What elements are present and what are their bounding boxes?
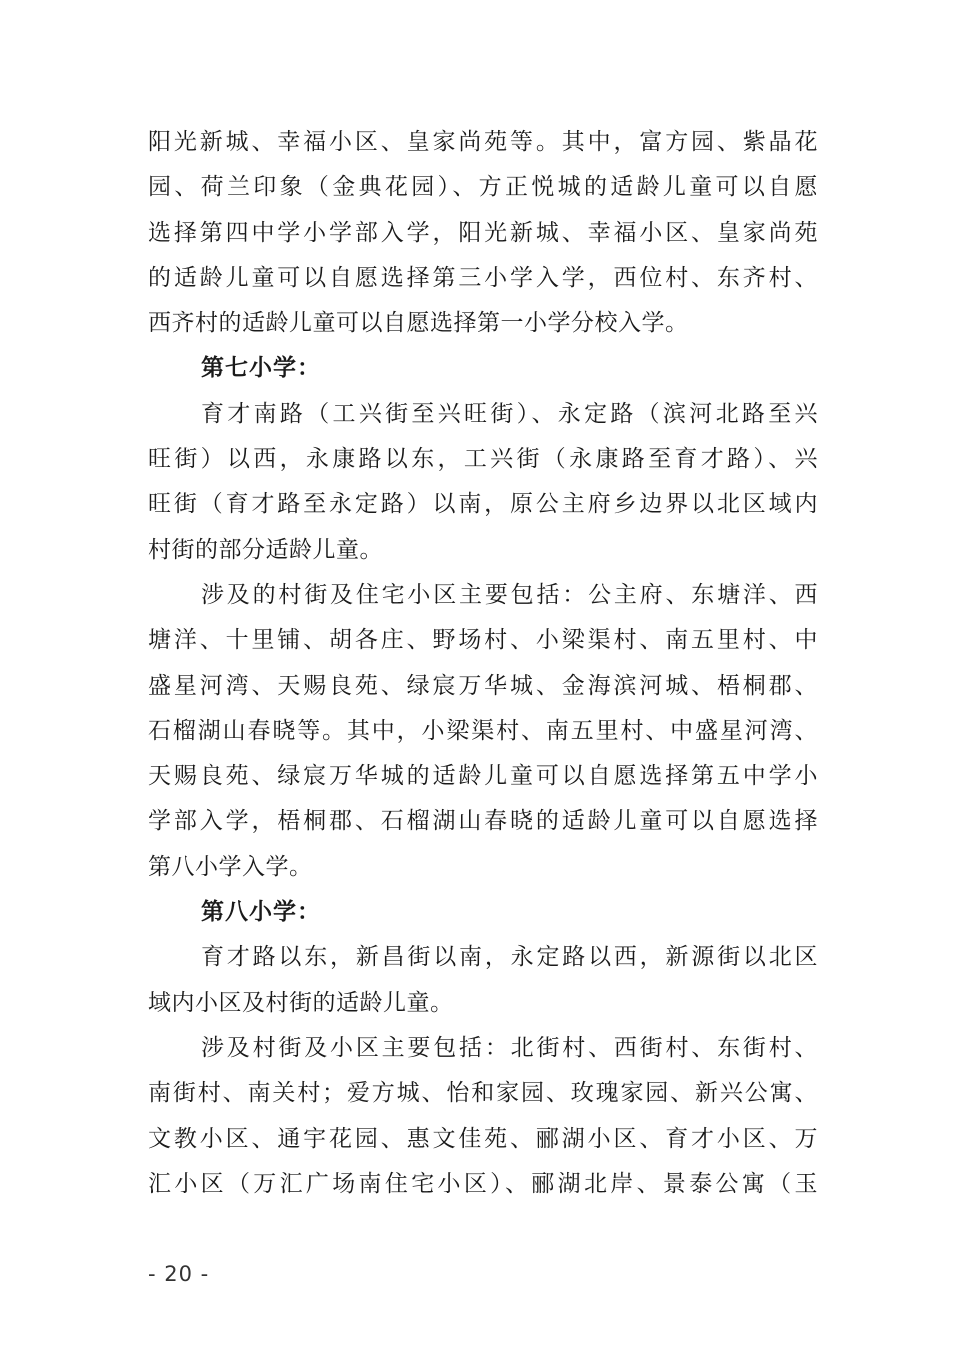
text-line: 涉及村街及小区主要包括：北街村、西街村、东街村、 <box>201 1034 818 1061</box>
text-line: 天赐良苑、绿宸万华城的适龄儿童可以自愿选择第五中学小 <box>148 763 818 790</box>
text-line: 的适龄儿童可以自愿选择第三小学入学，西位村、东齐村、 <box>148 264 818 291</box>
text-line: 育才路以东，新昌街以南，永定路以西，新源街以北区 <box>201 944 818 971</box>
text-line: 塘洋、十里铺、胡各庄、野场村、小梁渠村、南五里村、中 <box>148 627 818 654</box>
section-heading: 第八小学： <box>201 899 321 926</box>
text-line: 石榴湖山春晓等。其中，小梁渠村、南五里村、中盛星河湾、 <box>148 717 818 744</box>
text-line: 西齐村的适龄儿童可以自愿选择第一小学分校入学。 <box>148 310 689 337</box>
text-line: 文教小区、通宇花园、惠文佳苑、郦湖小区、育才小区、万 <box>148 1125 818 1152</box>
text-line: 村街的部分适龄儿童。 <box>148 536 383 563</box>
text-line: 阳光新城、幸福小区、皇家尚苑等。其中，富方园、紫晶花 <box>148 129 818 155</box>
text-line: 学部入学，梧桐郡、石榴湖山春晓的适龄儿童可以自愿选择 <box>148 808 818 835</box>
document-body <box>148 120 818 1207</box>
text-line: 域内小区及村街的适龄儿童。 <box>148 989 454 1016</box>
text-line: 盛星河湾、天赐良苑、绿宸万华城、金海滨河城、梧桐郡、 <box>148 672 818 699</box>
text-line: 旺街）以西，永康路以东，工兴街（永康路至育才路）、兴 <box>148 446 818 473</box>
text-line: 园、荷兰印象（金典花园）、方正悦城的适龄儿童可以自愿 <box>148 174 818 201</box>
text-line: 涉及的村街及住宅小区主要包括：公主府、东塘洋、西 <box>201 581 818 608</box>
page-number: - 20 - <box>148 1262 210 1286</box>
section-heading: 第七小学： <box>201 355 321 382</box>
text-line: 汇小区（万汇广场南住宅小区）、郦湖北岸、景泰公寓（玉 <box>148 1170 818 1197</box>
text-line: 第八小学入学。 <box>148 853 313 880</box>
text-line: 南街村、南关村；爱方城、怡和家园、玫瑰家园、新兴公寓、 <box>148 1080 818 1107</box>
text-line: 选择第四中学小学部入学，阳光新城、幸福小区、皇家尚苑 <box>148 219 818 246</box>
text-line: 育才南路（工兴街至兴旺街）、永定路（滨河北路至兴 <box>201 400 818 427</box>
text-line: 旺街（育才路至永定路）以南，原公主府乡边界以北区域内 <box>148 491 818 518</box>
